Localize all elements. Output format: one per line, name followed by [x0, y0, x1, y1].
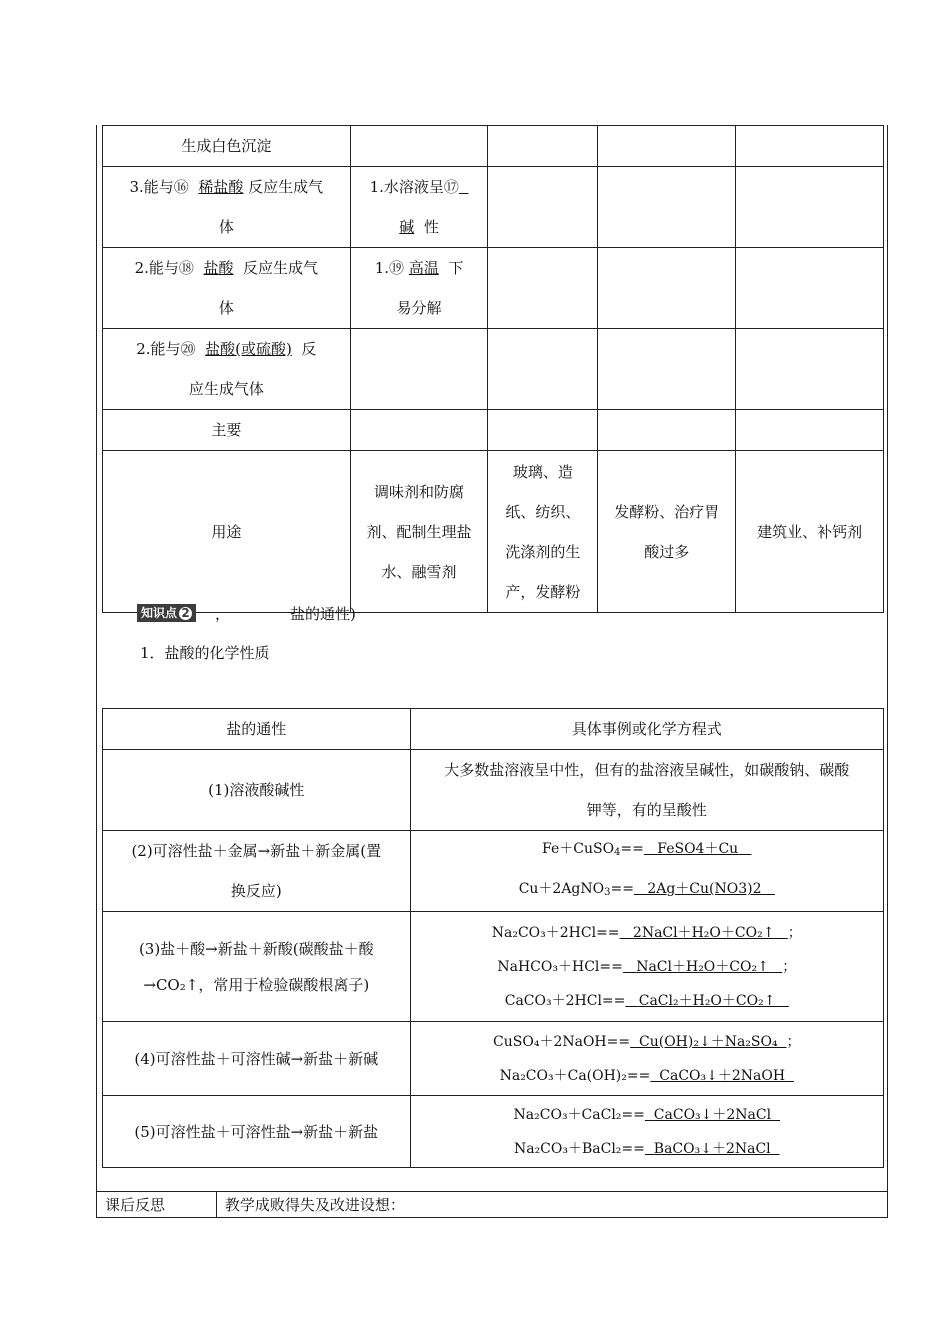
table-row [103, 167, 884, 248]
cell-nahco3-uses: 发酵粉、治疗胃 酸过多 [598, 451, 736, 613]
table-row [103, 126, 884, 167]
reflection-table [96, 1191, 888, 1218]
table-row [103, 248, 884, 329]
cell-salt-base-equations: CuSO₄＋2NaOH== Cu(OH)₂↓＋Na₂SO₄ ； Na₂CO₃＋Ca(OH)₂== CaCO₃↓＋2NaOH [410, 1022, 883, 1096]
table-row [103, 831, 884, 912]
knowledge-point-title: ， 盐的通性) [215, 605, 356, 623]
reflection-prompt: 教学成败得失及改进设想： [216, 1192, 887, 1218]
cell-na2co3-uses: 玻璃、造 纸、纺织、 洗涤剂的生 产，发酵粉 [488, 451, 598, 613]
cell-alkaline-solution: 1.水溶液呈⑰ 碱 性 [350, 167, 488, 248]
header-examples: 具体事例或化学方程式 [410, 709, 883, 750]
cell-reacts-hcl-or-h2so4: 2.能与⑳ 盐酸(或硫酸) 反 应生成气体 [103, 329, 351, 410]
cell-caco3-uses: 建筑业、补钙剂 [736, 451, 884, 613]
knowledge-point-badge: 知识点 2 [137, 604, 196, 622]
cell-salt-metal: (2)可溶性盐＋金属→新盐＋新金属(置 换反应) [103, 831, 411, 912]
cell-salt-salt: (5)可溶性盐＋可溶性盐→新盐＋新盐 [103, 1096, 411, 1168]
header-property: 盐的通性 [103, 709, 411, 750]
table-header-row [103, 709, 884, 750]
table-row [103, 1096, 884, 1168]
cell-salt-salt-equations: Na₂CO₃＋CaCl₂== CaCO₃↓＋2NaCl Na₂CO₃＋BaCl₂== BaCO₃↓＋2NaCl [410, 1096, 883, 1168]
cell-salt-acid: (3)盐＋酸→新盐＋新酸(碳酸盐＋酸 →CO₂↑，常用于检验碳酸根离子) [103, 912, 411, 1022]
cell-reacts-dilute-hcl: 3.能与⑯ 稀盐酸 反应生成气 体 [103, 167, 351, 248]
cell-decomposes-high-temp: 1.⑲ 高温 下 易分解 [350, 248, 488, 329]
cell-salt-metal-equations: Fe＋CuSO$_4$== FeSO4＋Cu Cu＋2AgNO$_3$== 2Ag＋Cu(NO3)2 [410, 831, 883, 912]
reflection-label: 课后反思 [97, 1192, 217, 1218]
cell-main: 主要 [103, 410, 351, 451]
cell-reacts-hcl: 2.能与⑱ 盐酸 反应生成气 体 [103, 248, 351, 329]
cell-acidity: (1)溶液酸碱性 [103, 750, 411, 831]
table-row [103, 329, 884, 410]
table-row [97, 1192, 888, 1218]
table-row [103, 451, 884, 613]
section-heading: 1．盐酸的化学性质 [140, 644, 270, 662]
cell-salt-base: (4)可溶性盐＋可溶性碱→新盐＋新碱 [103, 1022, 411, 1096]
table-row [103, 912, 884, 1022]
cell-nacl-uses: 调味剂和防腐 剂、配制生理盐 水、融雪剂 [350, 451, 488, 613]
cell-acidity-desc: 大多数盐溶液呈中性，但有的盐溶液呈碱性，如碳酸钠、碳酸 钾等，有的呈酸性 [410, 750, 883, 831]
cell-uses: 用途 [103, 451, 351, 613]
table-row [103, 410, 884, 451]
table-row [103, 1022, 884, 1096]
cell-salt-acid-equations: Na₂CO₃＋2HCl== 2NaCl＋H₂O＋CO₂↑ ； NaHCO₃＋HCl== NaCl＋H₂O＋CO₂↑ ； CaCO₃＋2HCl== CaCl₂＋H₂O＋CO₂↑ [410, 912, 883, 1022]
table-row [103, 750, 884, 831]
salt-general-properties-table [102, 708, 884, 1168]
salt-properties-table [102, 125, 884, 613]
cell-white-precipitate: 生成白色沉淀 [103, 126, 351, 167]
